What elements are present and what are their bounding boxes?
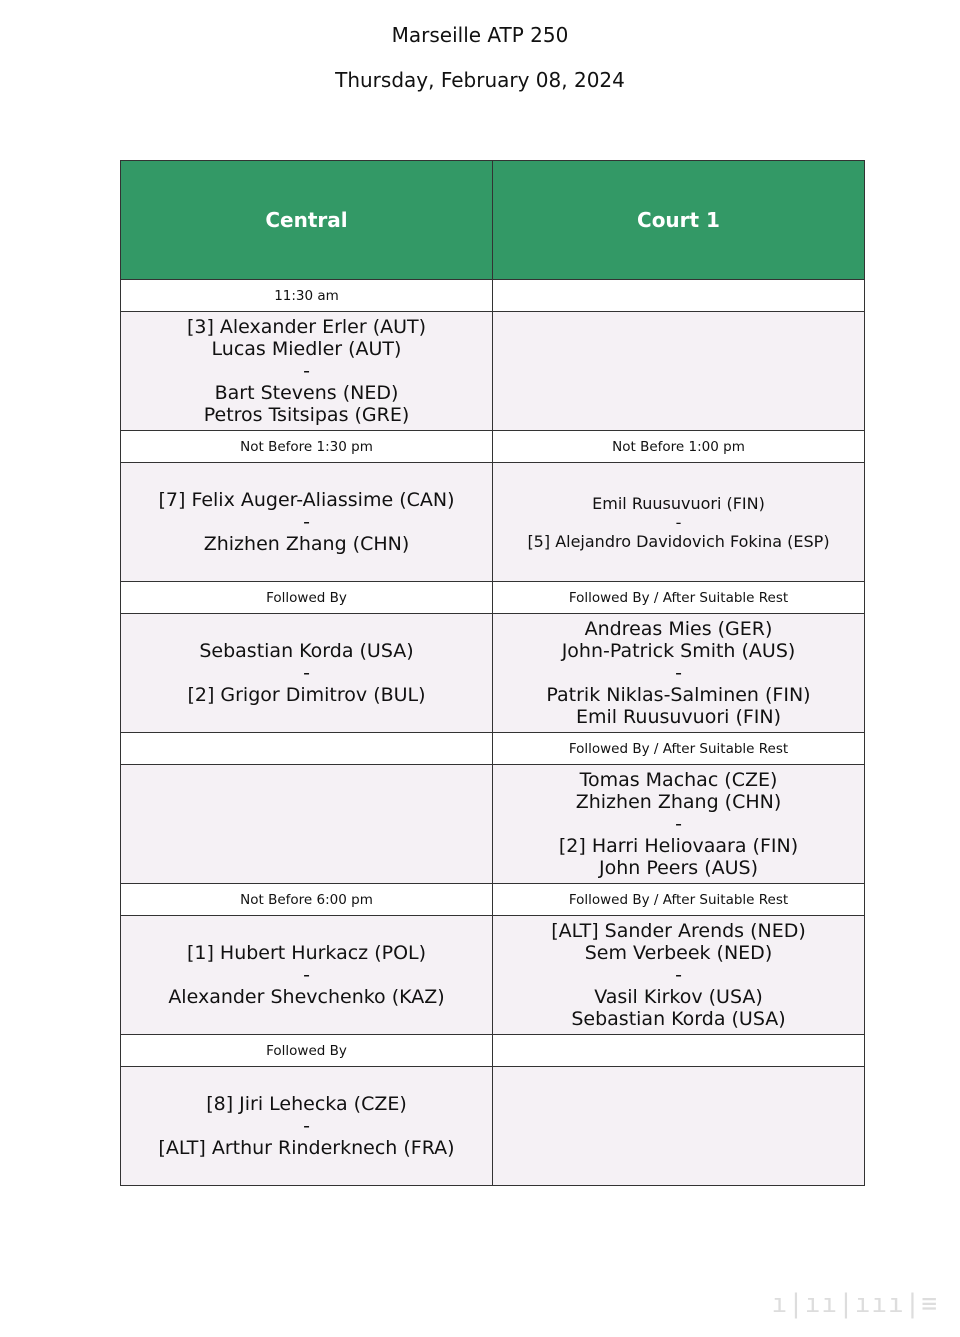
central-match-cell [121,312,493,431]
match [493,920,864,1030]
player-name: [8] Jiri Lehecka (CZE) [206,1093,407,1115]
central-match-cell [121,463,493,582]
order-of-play-table [120,160,865,1186]
player-name: Sem Verbeek (NED) [584,942,773,964]
watermark: ı|ıı|ııı|≡ [771,1289,938,1319]
player-name: Alexander Shevchenko (KAZ) [168,986,445,1008]
court-1-time-cell: Not Before 1:00 pm [493,431,865,463]
player-name: Zhizhen Zhang (CHN) [203,533,410,555]
versus-separator: - [303,360,310,382]
central-match-cell [121,916,493,1035]
match-row [121,312,865,431]
player-name: Bart Stevens (NED) [214,382,399,404]
versus-separator: - [303,511,310,533]
time-row [121,884,865,916]
versus-separator: - [303,964,310,986]
court-1-match-cell [493,916,865,1035]
player-name: Petros Tsitsipas (GRE) [203,404,410,426]
match [121,942,492,1008]
court-1-match-cell [493,312,865,431]
central-match-cell [121,765,493,884]
player-name: [1] Hubert Hurkacz (POL) [186,942,427,964]
player-name: Sebastian Korda (USA) [199,640,414,662]
match [121,489,492,555]
player-name: Zhizhen Zhang (CHN) [575,791,782,813]
match-row [121,463,865,582]
versus-separator: - [303,1115,310,1137]
player-name: Sebastian Korda (USA) [571,1008,786,1030]
central-match-cell [121,614,493,733]
player-name: Andreas Mies (GER) [584,618,773,640]
player-name: [2] Grigor Dimitrov (BUL) [187,684,426,706]
match-row [121,765,865,884]
player-name: [3] Alexander Erler (AUT) [186,316,427,338]
central-time-cell [121,733,493,765]
player-name: John-Patrick Smith (AUS) [561,640,796,662]
match [121,640,492,706]
match-row [121,916,865,1035]
match [121,316,492,426]
time-row [121,1035,865,1067]
match-row [121,1067,865,1186]
match [493,769,864,879]
court-header-row [121,161,865,280]
time-row [121,280,865,312]
player-name: Tomas Machac (CZE) [579,769,778,791]
match [493,618,864,728]
court-1-time-cell: Followed By / After Suitable Rest [493,582,865,614]
event-title: Marseille ATP 250 [391,23,569,47]
player-name: [7] Felix Auger-Aliassime (CAN) [158,489,455,511]
player-name: Patrik Niklas-Salminen (FIN) [546,684,811,706]
central-time-cell: 11:30 am [121,280,493,312]
court-1-time-cell [493,1035,865,1067]
match [493,494,864,551]
central-match-cell [121,1067,493,1186]
court-1-time-cell: Followed By / After Suitable Rest [493,733,865,765]
court-1-match-cell [493,614,865,733]
schedule-body [121,280,865,1186]
schedule-date: Thursday, February 08, 2024 [335,68,625,92]
player-name: Emil Ruusuvuori (FIN) [592,493,765,513]
versus-separator: - [675,813,682,835]
central-time-cell: Followed By [121,582,493,614]
court-1-match-cell [493,765,865,884]
time-row [121,733,865,765]
versus-separator: - [675,662,682,684]
match-row [121,614,865,733]
time-row [121,582,865,614]
time-row [121,431,865,463]
court-header-central: Central [121,161,493,280]
player-name: Vasil Kirkov (USA) [594,986,763,1008]
court-header-court-1: Court 1 [493,161,865,280]
central-time-cell: Followed By [121,1035,493,1067]
court-1-match-cell [493,463,865,582]
player-name: [ALT] Sander Arends (NED) [551,920,806,942]
court-1-match-cell [493,1067,865,1186]
player-name: [ALT] Arthur Rinderknech (FRA) [158,1137,455,1159]
player-name: Emil Ruusuvuori (FIN) [575,706,782,728]
court-1-time-cell: Followed By / After Suitable Rest [493,884,865,916]
player-name: Lucas Miedler (AUT) [211,338,402,360]
central-time-cell: Not Before 6:00 pm [121,884,493,916]
central-time-cell: Not Before 1:30 pm [121,431,493,463]
versus-separator: - [303,662,310,684]
match [121,1093,492,1159]
versus-separator: - [675,512,682,532]
court-1-time-cell [493,280,865,312]
player-name: [2] Harri Heliovaara (FIN) [558,835,799,857]
player-name: John Peers (AUS) [598,857,759,879]
player-name: [5] Alejandro Davidovich Fokina (ESP) [527,531,830,551]
versus-separator: - [675,964,682,986]
